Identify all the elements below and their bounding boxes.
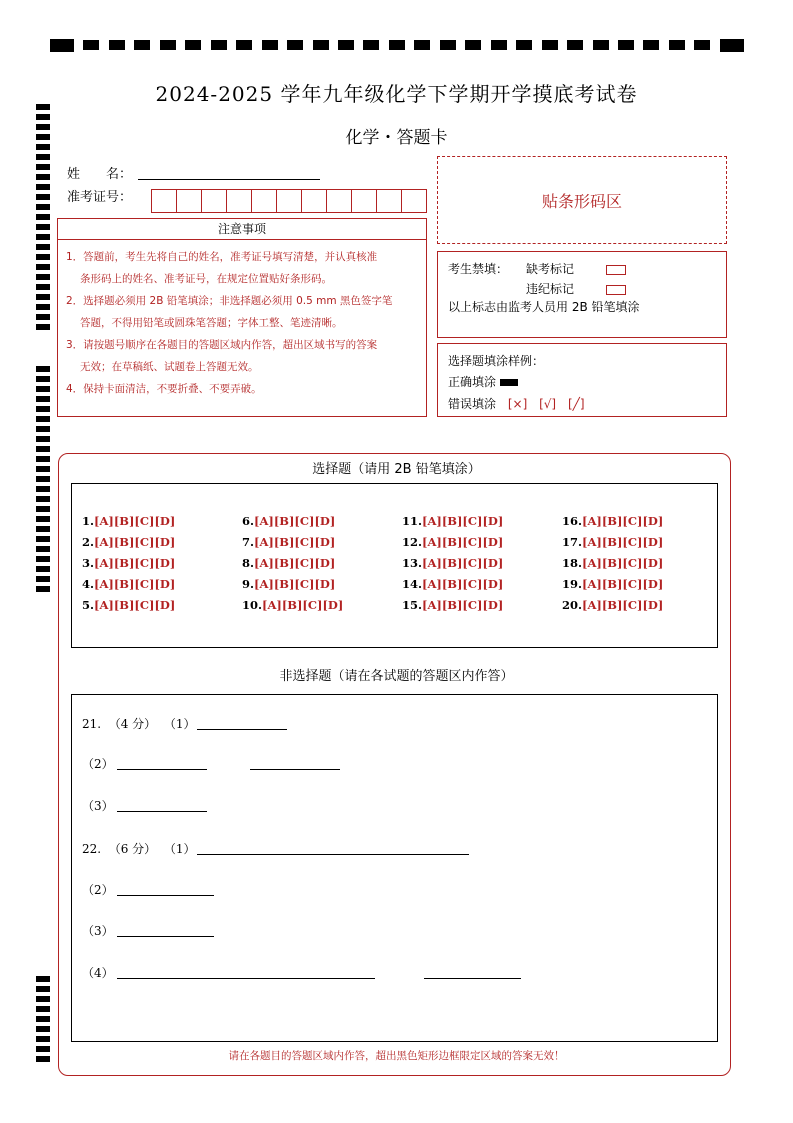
page-subtitle: 化学・答题卡 [345,128,448,148]
mc-column-2 [242,514,343,619]
notice-item-3: 3．请按题号顺序在各题目的答题区域内作答，超出区域书写的答案 [66,339,378,351]
page-title: 2024-2025 学年九年级化学下学期开学摸底考试卷 [155,82,638,106]
id-label: 准考证号： [67,190,133,205]
mc-question-row[interactable]: 1.[A][B][C][D] [82,514,176,528]
exam-status-label: 考生禁填： [448,262,509,276]
mc-question-row[interactable]: 15.[A][B][C][D] [402,598,504,612]
mc-question-row[interactable]: 10.[A][B][C][D] [242,598,344,612]
mc-question-row[interactable]: 8.[A][B][C][D] [242,556,336,570]
q22-1-answer-line[interactable] [197,854,469,855]
mc-question-row[interactable]: 17.[A][B][C][D] [562,535,664,549]
exam-status-box [437,251,727,338]
notice-item-3-cont: 无效；在草稿纸、试题卷上答题无效。 [80,361,259,373]
correct-fill-label: 正确填涂 [448,375,497,389]
fill-sample-label: 选择题填涂样例： [448,354,545,368]
absent-checkbox[interactable] [606,265,626,275]
violation-checkbox[interactable] [606,285,626,295]
q22-2-label: （2） [82,883,114,897]
notice-header: 注意事项 [57,218,427,240]
wrong-mark-check: [√] [539,397,557,411]
q22-4-label: （4） [82,966,114,980]
left-timing-marks-middle [36,366,50,596]
mc-question-row[interactable]: 7.[A][B][C][D] [242,535,336,549]
mc-question-row[interactable]: 12.[A][B][C][D] [402,535,504,549]
q22-4-answer-line-b[interactable] [424,978,521,979]
id-number-boxes[interactable] [151,189,426,213]
q21-3-label: （3） [82,799,114,813]
q21-header: 21. （4 分） （1） [82,717,196,731]
wrong-mark-slash: [╱] [567,397,585,411]
q22-3-answer-line[interactable] [117,936,214,937]
q22-2-answer-line[interactable] [117,895,214,896]
mc-question-row[interactable]: 16.[A][B][C][D] [562,514,664,528]
nc-answer-box [71,694,718,1042]
mc-column-4 [562,514,663,619]
notice-item-1-cont: 条形码上的姓名、准考证号，在规定位置贴好条形码。 [80,273,332,285]
mc-question-row[interactable]: 4.[A][B][C][D] [82,577,176,591]
barcode-area [437,156,727,244]
notice-item-1: 1．答题前，考生先将自己的姓名，准考证号填写清楚，并认真核准 [66,251,378,263]
exam-status-note: 以上标志由监考人员用 2B 铅笔填涂 [448,300,640,314]
wrong-mark-cross: [×] [507,397,528,411]
top-timing-marks [50,38,744,52]
mc-question-row[interactable]: 19.[A][B][C][D] [562,577,664,591]
mc-question-row[interactable]: 20.[A][B][C][D] [562,598,664,612]
wrong-fill-label: 错误填涂 [448,397,497,411]
q22-header: 22. （6 分） （1） [82,842,196,856]
mc-question-row[interactable]: 6.[A][B][C][D] [242,514,336,528]
q21-2-answer-line-b[interactable] [250,769,340,770]
notice-item-2: 2．选择题必须用 2B 铅笔填涂；非选择题必须用 0.5 mm 黑色签字笔 [66,295,393,307]
filled-mark-sample [500,379,518,386]
mc-question-row[interactable]: 14.[A][B][C][D] [402,577,504,591]
name-label: 姓 名： [67,167,133,182]
notice-item-2-cont: 答题，不得用铅笔或圆珠笔答题；字体工整、笔迹清晰。 [80,317,343,329]
name-field[interactable] [138,179,320,180]
q22-4-answer-line-a[interactable] [117,978,375,979]
mc-question-row[interactable]: 13.[A][B][C][D] [402,556,504,570]
mc-question-row[interactable]: 18.[A][B][C][D] [562,556,664,570]
nc-section-title: 非选择题（请在各试题的答题区内作答） [279,669,514,684]
fill-sample-box [437,343,727,417]
mc-question-row[interactable]: 5.[A][B][C][D] [82,598,176,612]
mc-column-3 [402,514,503,619]
barcode-label: 贴条形码区 [541,192,622,211]
q21-2-label: （2） [82,757,114,771]
mc-question-row[interactable]: 3.[A][B][C][D] [82,556,176,570]
q21-2-answer-line-a[interactable] [117,769,207,770]
absent-label: 缺考标记 [526,262,575,276]
mc-answer-box [71,483,718,648]
violation-label: 违纪标记 [526,282,575,296]
footer-warning: 请在各题目的答题区域内作答，超出黑色矩形边框限定区域的答案无效！ [228,1050,565,1062]
mc-column-1 [82,514,175,619]
notice-item-4: 4．保持卡面清洁，不要折叠、不要弄破。 [66,383,262,395]
q21-1-answer-line[interactable] [197,729,287,730]
mc-section-title: 选择题（请用 2B 铅笔填涂） [312,462,481,477]
q21-3-answer-line[interactable] [117,811,207,812]
mc-question-row[interactable]: 11.[A][B][C][D] [402,514,504,528]
mc-question-row[interactable]: 2.[A][B][C][D] [82,535,176,549]
notice-box [57,240,427,417]
mc-question-row[interactable]: 9.[A][B][C][D] [242,577,336,591]
q22-3-label: （3） [82,924,114,938]
